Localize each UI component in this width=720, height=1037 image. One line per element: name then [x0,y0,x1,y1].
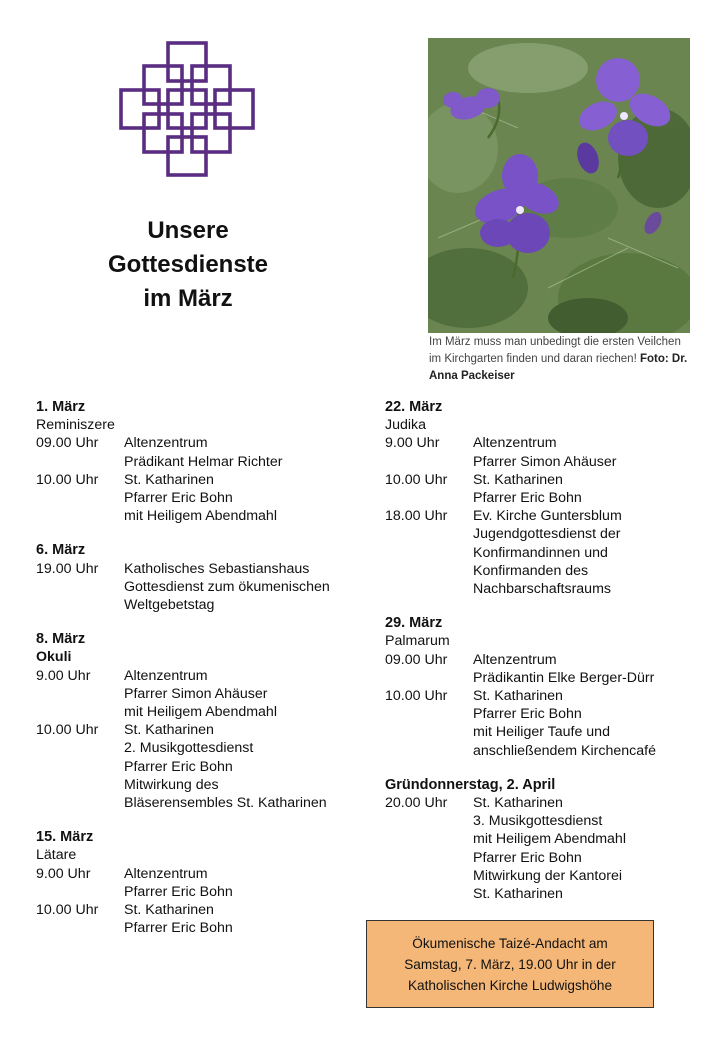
info-line: Konfirmanden des [473,562,589,579]
service-day [385,614,705,760]
notice-line: Ökumenische Taizé-Andacht am [412,935,608,951]
day-date: 22. März [385,399,443,415]
service-row [385,471,705,507]
service-time: 09.00 Uhr [385,651,448,668]
service-row [36,434,366,470]
day-sunday-name: Judika [385,417,427,434]
title-line: Gottesdienste [107,251,269,278]
info-line: 2. Musikgottesdienst [124,740,254,757]
service-row [385,687,705,760]
service-info [124,721,366,812]
service-info [473,651,705,687]
service-info [124,434,366,470]
service-time: 9.00 Uhr [36,667,91,684]
service-time: 19.00 Uhr [36,560,99,577]
service-time: 9.00 Uhr [385,435,440,452]
info-line: mit Heiliger Taufe und [473,724,610,741]
service-time: 10.00 Uhr [385,688,448,705]
service-row [36,471,366,526]
info-line: Mitwirkung der Kantorei [473,867,623,884]
service-day [385,776,705,903]
title-line: im März [143,285,233,312]
info-line: St. Katharinen [473,688,563,705]
title-line: Unsere [147,217,229,244]
service-time: 09.00 Uhr [36,435,99,452]
info-line: Prädikantin Elke Berger-Dürr [473,669,655,686]
service-info [124,471,366,526]
info-line: St. Katharinen [473,886,563,903]
info-line: Pfarrer Eric Bohn [473,706,582,723]
info-line: Altenzentrum [473,435,557,452]
info-line: Gottesdienst zum ökumenischen [124,578,330,595]
caption-text: Im März muss man unbedingt die ersten Veilchen im Kirchgarten finden und daran riechen! [429,336,681,365]
info-line: Jugendgottesdienst der [473,526,621,543]
info-line: Mitwirkung des [124,776,219,793]
service-info [124,667,366,722]
notice-line: Samstag, 7. März, 19.00 Uhr in der [404,956,616,972]
info-line: 3. Musikgottesdienst [473,813,603,830]
photo-credit: Foto: Dr. Anna Packeiser [429,353,688,382]
service-info [473,794,705,903]
service-row [36,667,366,722]
service-day [36,828,366,937]
service-time: 10.00 Uhr [36,471,99,488]
service-time: 10.00 Uhr [36,902,99,919]
service-time: 9.00 Uhr [36,865,91,882]
info-line: Pfarrer Simon Ahäuser [124,685,268,702]
service-time: 10.00 Uhr [385,471,448,488]
service-info [473,471,705,507]
info-line: Pfarrer Eric Bohn [124,920,233,937]
page-title [80,214,296,316]
service-info [473,507,705,598]
info-line: Pfarrer Eric Bohn [124,758,233,775]
service-row [385,794,705,903]
service-row [385,651,705,687]
info-line: St. Katharinen [124,902,214,919]
info-line: Pfarrer Eric Bohn [473,849,582,866]
service-time: 10.00 Uhr [36,722,99,739]
service-info [124,865,366,901]
day-date: 6. März [36,542,86,559]
info-line: Pfarrer Eric Bohn [473,490,582,507]
info-line: Altenzentrum [124,667,208,684]
info-line: anschließendem Kirchencafé [473,742,656,759]
day-sunday-name: Reminiszere [36,417,115,434]
info-line: Altenzentrum [124,865,208,882]
service-row [385,507,705,598]
service-row [36,721,366,812]
info-line: Konfirmandinnen und [473,544,608,561]
info-line: Prädikant Helmar Richter [124,453,283,470]
info-line: Pfarrer Eric Bohn [124,490,233,507]
taize-notice-box [366,920,654,1008]
info-line: mit Heiligem Abendmahl [473,831,626,848]
info-line: Pfarrer Simon Ahäuser [473,453,617,470]
info-line: Bläserensembles St. Katharinen [124,795,327,812]
info-line: Altenzentrum [124,435,208,452]
info-line: mit Heiligem Abendmahl [124,704,277,721]
info-line: Altenzentrum [473,651,557,668]
service-day [36,630,366,812]
service-info [473,434,705,470]
service-time: 18.00 Uhr [385,508,448,525]
service-time: 20.00 Uhr [385,795,448,812]
day-sunday-name: Lätare [36,847,77,864]
service-info [124,901,366,937]
info-line: St. Katharinen [124,722,214,739]
day-date: Gründonnerstag, 2. April [385,776,556,793]
info-line: Pfarrer Eric Bohn [124,883,233,900]
services-right-column [385,398,705,919]
info-line: St. Katharinen [473,795,563,812]
info-line: St. Katharinen [124,471,214,488]
info-line: Weltgebetstag [124,597,215,614]
service-row [36,865,366,901]
info-line: Katholisches Sebastianshaus [124,560,310,577]
info-line: mit Heiligem Abendmahl [124,508,277,525]
service-day [36,541,366,614]
day-sunday-name: Okuli [36,649,72,666]
info-line: Ev. Kirche Guntersblum [473,508,622,525]
service-row [36,901,366,937]
service-day [385,398,705,598]
services-left-column [36,398,366,953]
day-date: 15. März [36,829,94,846]
service-row [36,560,366,615]
photo-caption [429,334,691,385]
day-sunday-name: Palmarum [385,633,450,650]
service-row [385,434,705,470]
day-date: 29. März [385,615,443,632]
church-cross-logo [118,40,258,178]
day-date: 1. März [36,399,86,415]
service-info [473,687,705,760]
info-line: Nachbarschaftsraums [473,581,611,598]
service-info [124,560,366,615]
service-day [36,398,366,525]
violets-photo [428,38,690,333]
notice-line: Katholischen Kirche Ludwigshöhe [407,977,613,993]
info-line: St. Katharinen [473,471,563,488]
day-date: 8. März [36,631,86,648]
